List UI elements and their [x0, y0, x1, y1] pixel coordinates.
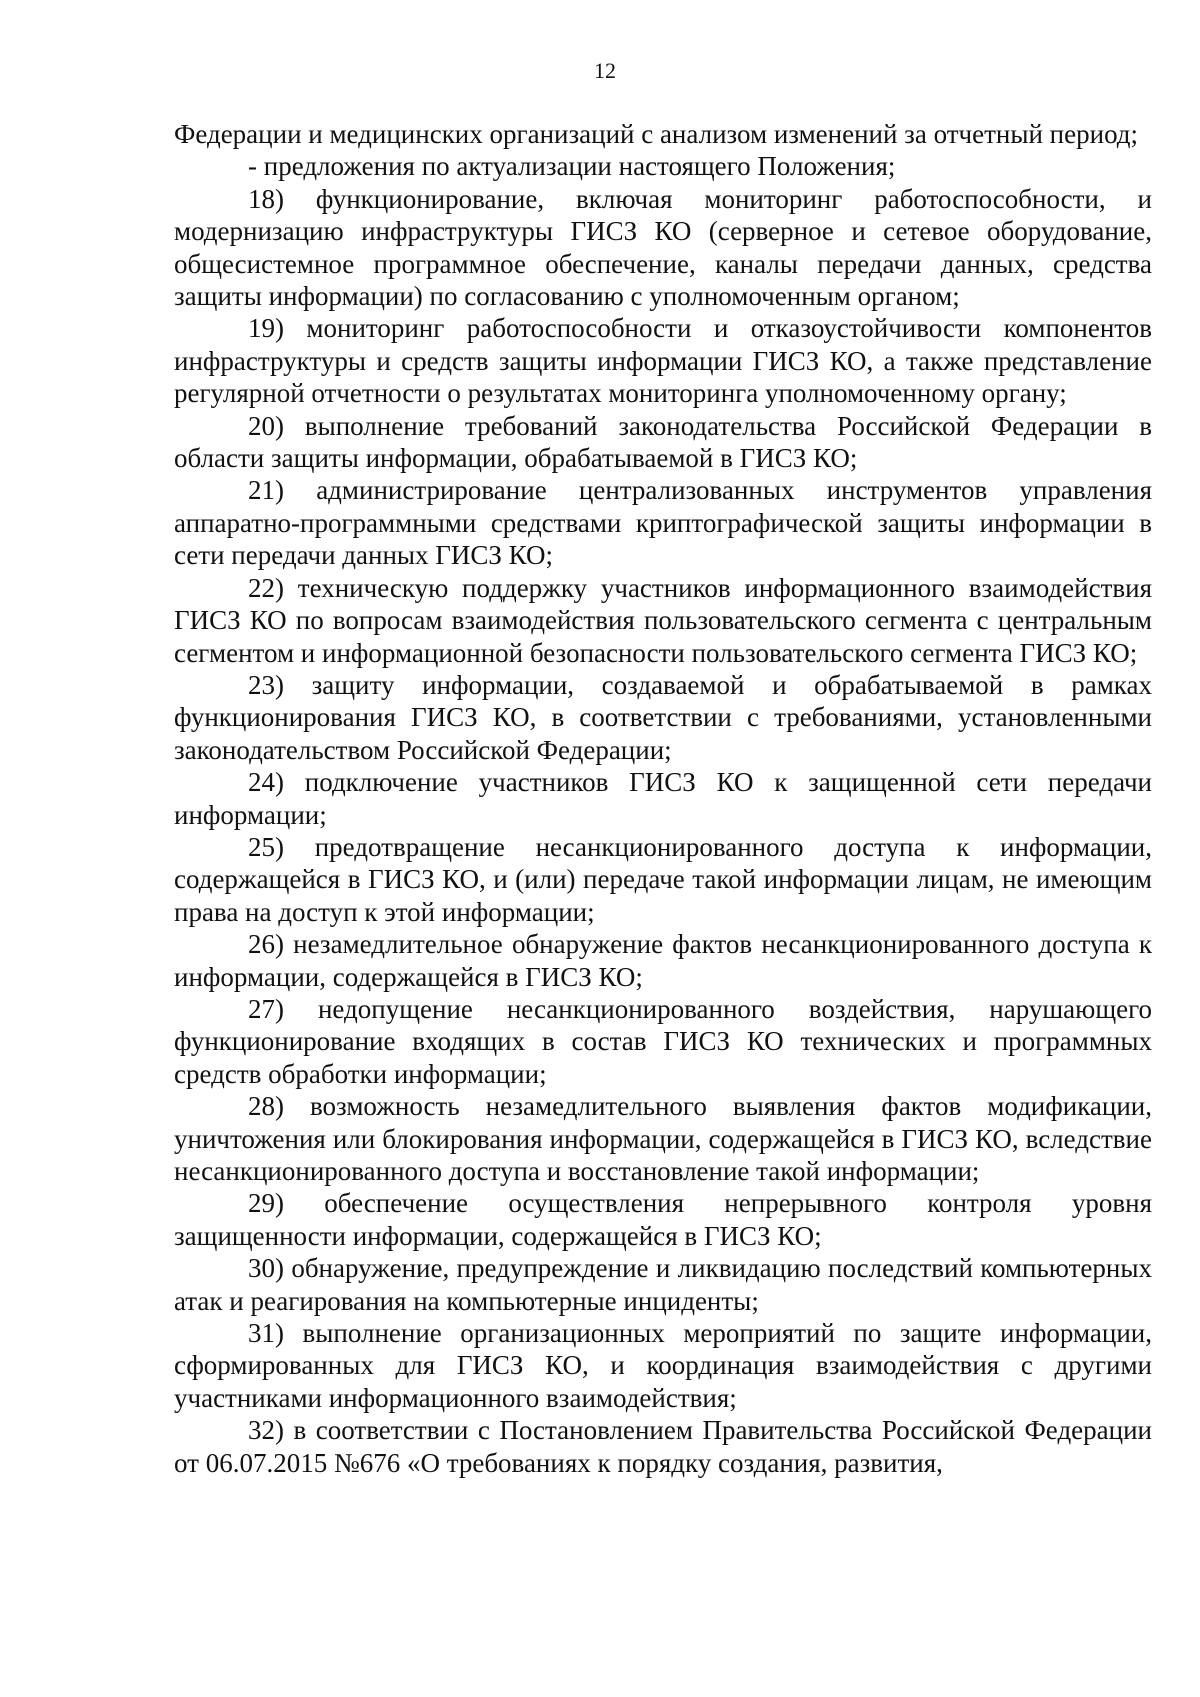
- paragraph-item-22: 22) техническую поддержку участников информационного взаимодействия ГИСЗ КО по вопросам взаимодействия пользовательского сегмента с центральным сегментом и информационной безопасности пользовательского сегмента ГИСЗ КО;: [174, 572, 1152, 668]
- paragraph-item-30: 30) обнаружение, предупреждение и ликвидацию последствий компьютерных атак и реагирования на компьютерные инциденты;: [174, 1253, 1152, 1316]
- paragraph-item-24: 24) подключение участников ГИСЗ КО к защищенной сети передачи информации;: [174, 767, 1152, 830]
- paragraph-item-23: 23) защиту информации, создаваемой и обрабатываемой в рамках функционирования ГИСЗ КО, в соответствии с требованиями, установленными законодательством Российской Федерации;: [174, 669, 1152, 765]
- paragraph-item-18: 18) функционирование, включая мониторинг работоспособности, и модернизацию инфраструктуры ГИСЗ КО (серверное и сетевое оборудование, общесистемное программное обеспечение, каналы передачи данных, средства защиты информации) по согласованию с уполномоченным органом;: [174, 183, 1152, 312]
- page-number: 12: [594, 58, 616, 83]
- document-body: [174, 118, 1152, 1479]
- paragraph-item-27: 27) недопущение несанкционированного воздействия, нарушающего функционирование входящих в состав ГИСЗ КО технических и программных средств обработки информации;: [174, 993, 1152, 1089]
- paragraph-item-29: 29) обеспечение осуществления непрерывного контроля уровня защищенности информации, содержащейся в ГИСЗ КО;: [174, 1188, 1152, 1251]
- paragraph-item-20: 20) выполнение требований законодательства Российской Федерации в области защиты информации, обрабатываемой в ГИСЗ КО;: [174, 410, 1152, 474]
- paragraph-proposals: - предложения по актуализации настоящего Положения;: [248, 151, 896, 182]
- paragraph-item-28: 28) возможность незамедлительного выявления фактов модификации, уничтожения или блокирования информации, содержащейся в ГИСЗ КО, вследствие несанкционированного доступа и восстановление такой информации;: [174, 1091, 1152, 1186]
- paragraph-continuation: Федерации и медицинских организаций с анализом изменений за отчетный период;: [174, 119, 1139, 149]
- paragraph-item-19: 19) мониторинг работоспособности и отказоустойчивости компонентов инфраструктуры и средств защиты информации ГИСЗ КО, а также представление регулярной отчетности о результатах мониторинга уполномоченному органу;: [174, 313, 1152, 409]
- paragraph-item-32: 32) в соответствии с Постановлением Правительства Российской Федерации от 06.07.2015 №676 «О требованиях к порядку создания, развития,: [174, 1415, 1152, 1478]
- paragraph-item-21: 21) администрирование централизованных инструментов управления аппаратно-программными средствами криптографической защиты информации в сети передачи данных ГИСЗ КО;: [174, 475, 1152, 571]
- paragraph-item-25: 25) предотвращение несанкционированного доступа к информации, содержащейся в ГИСЗ КО, и (или) передаче такой информации лицам, не имеющим права на доступ к этой информации;: [174, 831, 1152, 927]
- paragraph-item-26: 26) незамедлительное обнаружение фактов несанкционированного доступа к информации, содержащейся в ГИСЗ КО;: [174, 929, 1152, 992]
- paragraph-item-31: 31) выполнение организационных мероприятий по защите информации, сформированных для ГИСЗ КО, и координация взаимодействия с другими участниками информационного взаимодействия;: [174, 1318, 1152, 1413]
